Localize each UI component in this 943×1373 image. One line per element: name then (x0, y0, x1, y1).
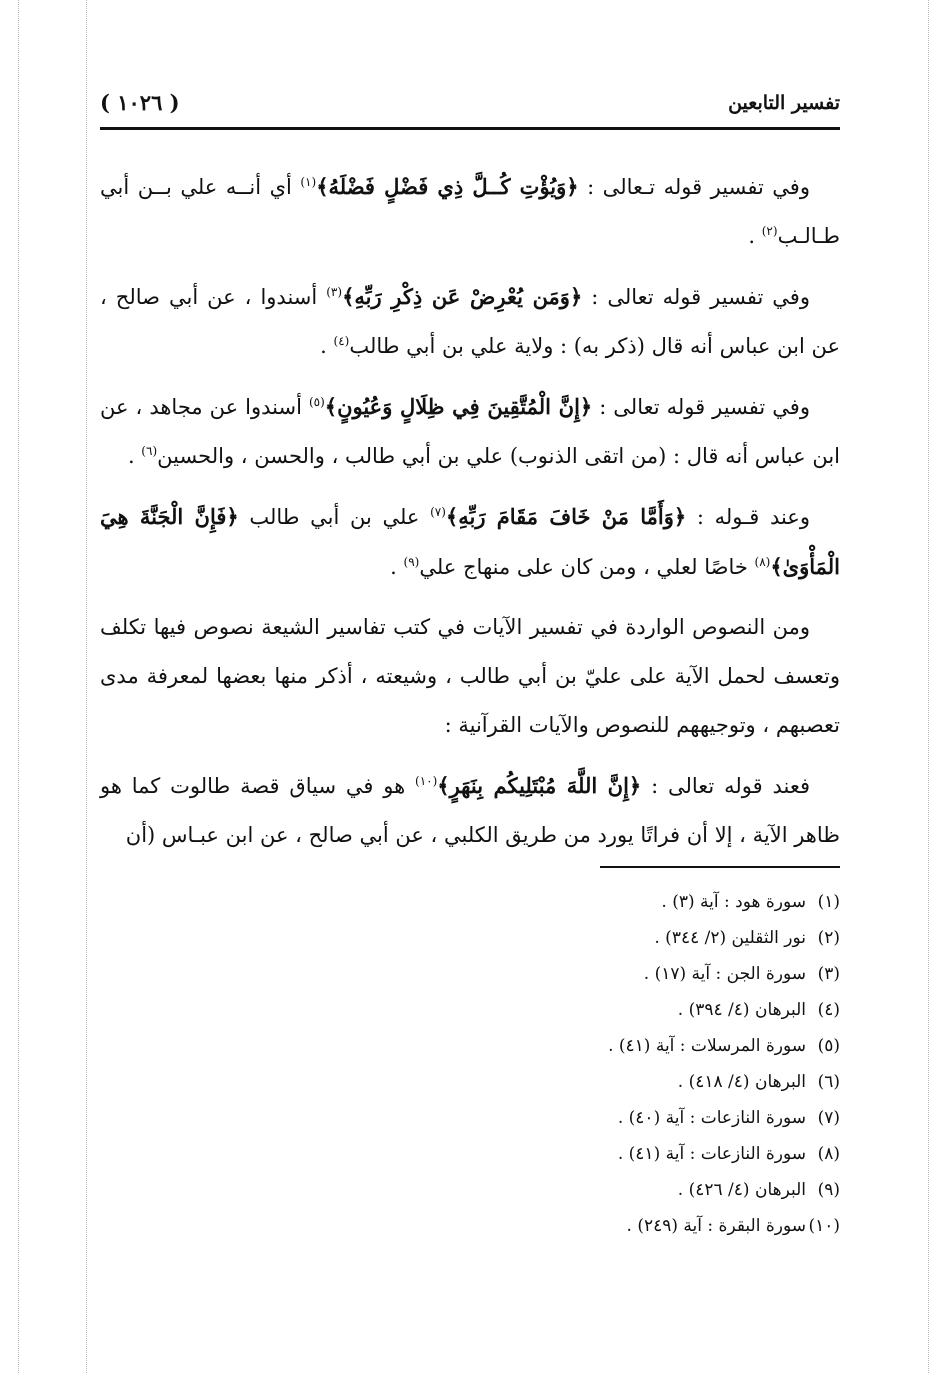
paragraph-text: وعند قـوله : (686, 505, 810, 529)
scan-margin-left (18, 0, 19, 1373)
quran-verse: ﴿إِنَّ الْمُتَّقِينَ فِي ظِلَالٍ وَعُيُونٍ﴾ (324, 394, 593, 419)
footnote-text: البرهان (٤/ ٤١٨) . (677, 1072, 806, 1092)
footnote-number: (١٠) (808, 1216, 840, 1236)
footnote-ref: (١٠) (415, 774, 438, 788)
footnote-ref: (٩) (403, 555, 420, 569)
paragraph (100, 492, 840, 592)
scan-margin-right (928, 0, 929, 1373)
footnote-ref: (٤) (333, 334, 350, 348)
paragraph-text: هو في سياق قصة طالوت كما هو ظاهر الآية ، إلا أن فراتًا يورد من طريق الكلبي ، عن أبي صالح ، عن ابن عبـاس (أن (100, 774, 840, 847)
footnote-item (500, 920, 840, 956)
paragraph (100, 162, 840, 261)
paragraph-text: أسندوا عن مجاهد ، عن ابن عباس أنه قال : (من اتقى الذنوب) علي بن أبي طالب ، والحسن ، والحسين (100, 395, 840, 468)
quran-verse: ﴿وَمَن يُعْرِضْ عَن ذِكْرِ رَبِّهِ﴾ (342, 284, 583, 309)
footnote-item (500, 1172, 840, 1208)
page-number: ( ١٠٢٦ ) (100, 90, 180, 115)
footnote-number: (٥) (817, 1036, 840, 1056)
paragraph (100, 603, 840, 750)
quran-verse: ﴿وَيُؤْتِ كُــلَّ ذِي فَضْلٍ فَضْلَهُ﴾ (316, 174, 579, 199)
quran-verse: ﴿وَأَمَّا مَنْ خَافَ مَقَامَ رَبِّهِ﴾ (445, 504, 687, 529)
footnote-item (500, 1064, 840, 1100)
footnote-number: (٩) (817, 1180, 840, 1200)
footnote-text: البرهان (٤/ ٣٩٤) . (677, 1000, 806, 1020)
footnote-text: سورة البقرة : آية (٢٤٩) . (626, 1216, 806, 1236)
paragraph-text: أي أنــه علي بــن أبي طـالـب (100, 175, 840, 248)
paragraph-text: . (127, 444, 142, 468)
header-title: تفسير التابعين (728, 92, 840, 114)
scan-margin-inner-left (86, 0, 87, 1373)
footnote-item (500, 956, 840, 992)
paragraph-text: . (748, 224, 762, 248)
footnote-number: (١) (817, 892, 840, 912)
footnote-text: سورة النازعات : آية (٤١) . (617, 1144, 806, 1164)
footnote-text: البرهان (٤/ ٤٢٦) . (677, 1180, 806, 1200)
paragraph-text: أسندوا ، عن أبي صالح ، عن ابن عباس أنه قال (ذكر به) : ولاية علي بن أبي طالب (100, 285, 840, 358)
footnote-ref: (٧) (430, 505, 446, 519)
paragraph-text: ومن النصوص الواردة في تفسير الآيات في كتب تفاسير الشيعة نصوص فيها تكلف وتعسف لحمل الآية على عليّ بن أبي طالب ، وشيعته ، أذكر منها بعضها لمعرفة مدى تعصبهم ، وتوجيههم للنصوص والآيات القرآنية : (100, 615, 840, 737)
footnote-text: سورة هود : آية (٣) . (661, 892, 806, 912)
footnote-item (500, 1136, 840, 1172)
footnote-text: نور الثقلين (٢/ ٣٤٤) . (654, 928, 806, 948)
paragraph (100, 272, 840, 371)
footnote-item (500, 884, 840, 920)
quran-verse: ﴿فَإِنَّ الْجَنَّةَ هِيَ الْمَأْوَىٰ﴾ (100, 504, 840, 579)
footnote-item (500, 992, 840, 1028)
footnote-separator (600, 866, 840, 868)
footnote-ref: (٢) (761, 224, 778, 238)
paragraph (100, 761, 840, 860)
paragraph (100, 382, 840, 481)
main-text (100, 162, 840, 871)
footnote-item (500, 1028, 840, 1064)
running-header (100, 88, 840, 126)
footnote-ref: (٦) (141, 444, 158, 458)
paragraph-text: خاصًا لعلي ، ومن كان على منهاج علي (419, 555, 755, 579)
footnote-ref: (١) (300, 175, 317, 189)
paragraph-text: . (320, 334, 334, 358)
footnote-item (500, 1208, 840, 1244)
footnote-ref: (٥) (308, 395, 325, 409)
footnote-text: سورة الجن : آية (١٧) . (643, 964, 806, 984)
footnote-number: (٢) (817, 928, 840, 948)
footnote-number: (٦) (817, 1072, 840, 1092)
footnote-number: (٣) (817, 964, 840, 984)
paragraph-text: فعند قوله تعالى : (641, 774, 810, 798)
footnotes (500, 884, 840, 1244)
footnote-number: (٨) (817, 1144, 840, 1164)
footnote-item (500, 1100, 840, 1136)
paragraph-text: وفي تفسير قوله تعالى : (582, 285, 810, 309)
footnote-text: سورة النازعات : آية (٤٠) . (617, 1108, 806, 1128)
paragraph-text: وفي تفسير قوله تـعالى : (578, 175, 810, 199)
quran-verse: ﴿إِنَّ اللَّهَ مُبْتَلِيكُم بِنَهَرٍ﴾ (437, 773, 642, 798)
footnote-ref: (٣) (326, 285, 343, 299)
paragraph-text: علي بن أبي طالب (238, 505, 431, 529)
footnote-number: (٤) (817, 1000, 840, 1020)
footnote-text: سورة المرسلات : آية (٤١) . (608, 1036, 806, 1056)
footnote-number: (٧) (817, 1108, 840, 1128)
paragraph-text: . (390, 555, 404, 579)
footnote-ref: (٨) (754, 555, 771, 569)
header-rule (100, 127, 840, 130)
paragraph-text: وفي تفسير قوله تعالى : (592, 395, 810, 419)
